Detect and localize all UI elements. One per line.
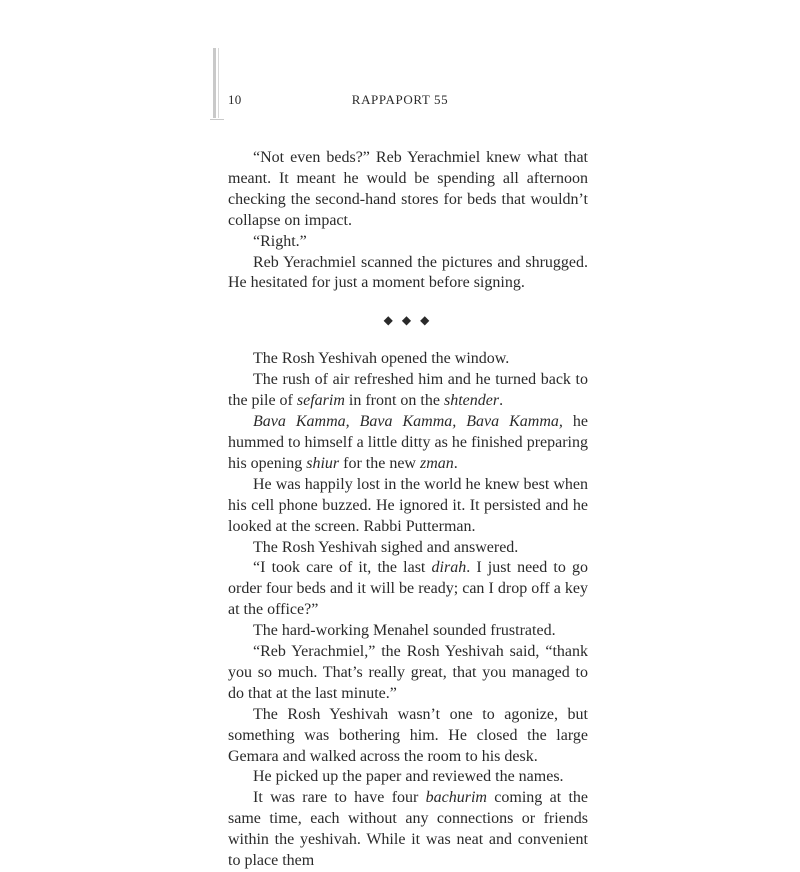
paragraph-text: .	[499, 392, 504, 410]
page-number: 10	[228, 92, 242, 107]
paragraph	[228, 475, 588, 538]
paragraph	[228, 349, 588, 370]
paragraph	[228, 642, 588, 705]
running-head: RAPPAPORT 55	[351, 92, 449, 107]
italic-term: bachurim	[425, 789, 487, 807]
paragraph-text: The Rosh Yeshivah wasn’t one to agonize, but something was bothering him. He closed the large Gemara and walked across the room to his desk.	[228, 705, 588, 765]
paragraph	[228, 148, 588, 232]
paragraph-text: . I just need to go order four beds and it will be ready; can I drop off a key at the office?”	[228, 559, 589, 619]
paragraph-text: “Not even beds?” Reb Yerachmiel knew what that meant. It meant he would be spending all afternoon checking the second-hand stores for beds that wouldn’t collapse on impact.	[228, 149, 588, 229]
body-text	[228, 148, 588, 872]
paragraph-text: The Rosh Yeshivah sighed and answered.	[253, 538, 519, 556]
italic-term: shtender	[443, 392, 500, 410]
paragraph-text: he hummed to himself a little ditty as he finished preparing his opening	[228, 413, 588, 472]
paragraph	[228, 538, 588, 559]
paragraph-text: “Reb Yerachmiel,” the Rosh Yeshivah said, “thank you so much. That’s really great, that you managed to do that at the last minute.”	[228, 643, 588, 702]
paragraph	[228, 767, 588, 788]
body-text-section-1	[228, 148, 588, 294]
paragraph-text: He picked up the paper and reviewed the names.	[253, 768, 564, 786]
paragraph-text: coming at the same time, each without any connections or friends within the yeshivah. While it was neat and convenient to place them	[228, 789, 588, 870]
paragraph-text: Reb Yerachmiel scanned the pictures and shrugged. He hesitated for just a moment before signing.	[228, 253, 588, 292]
paragraph-text: The rush of air refreshed him and he turned back to the pile of	[228, 371, 588, 410]
paragraph	[228, 621, 588, 642]
paragraph-text: for the new	[339, 454, 420, 472]
paragraph-text: It was rare to have four	[253, 789, 426, 807]
italic-term: shiur	[306, 454, 340, 472]
paragraph-text: He was happily lost in the world he knew best when his cell phone buzzed. He ignored it. It persisted and he looked at the screen. Rabbi Putterman.	[228, 475, 588, 535]
scene-break-ornament: ◆ ◆ ◆	[383, 313, 433, 328]
paragraph-text: The Rosh Yeshivah opened the window.	[253, 350, 510, 368]
body-text-section-2	[228, 349, 588, 872]
paragraph	[228, 412, 588, 475]
paragraph	[228, 558, 588, 621]
italic-term: Bava Kamma, Bava Kamma, Bava Kamma,	[253, 413, 563, 431]
paragraph-text: in front on the	[344, 392, 444, 410]
paragraph-text: “Right.”	[253, 232, 307, 250]
paragraph-text: “I took care of it, the last	[253, 559, 432, 577]
paragraph-text: .	[453, 454, 458, 472]
paragraph	[228, 788, 588, 872]
paragraph	[228, 370, 588, 412]
italic-term: zman	[419, 454, 454, 472]
italic-term: dirah	[431, 559, 467, 577]
paragraph	[228, 705, 588, 768]
paragraph	[228, 253, 588, 295]
italic-term: sefarim	[296, 392, 345, 410]
paragraph-text: The hard-working Menahel sounded frustrated.	[253, 622, 556, 640]
paragraph	[228, 232, 588, 253]
